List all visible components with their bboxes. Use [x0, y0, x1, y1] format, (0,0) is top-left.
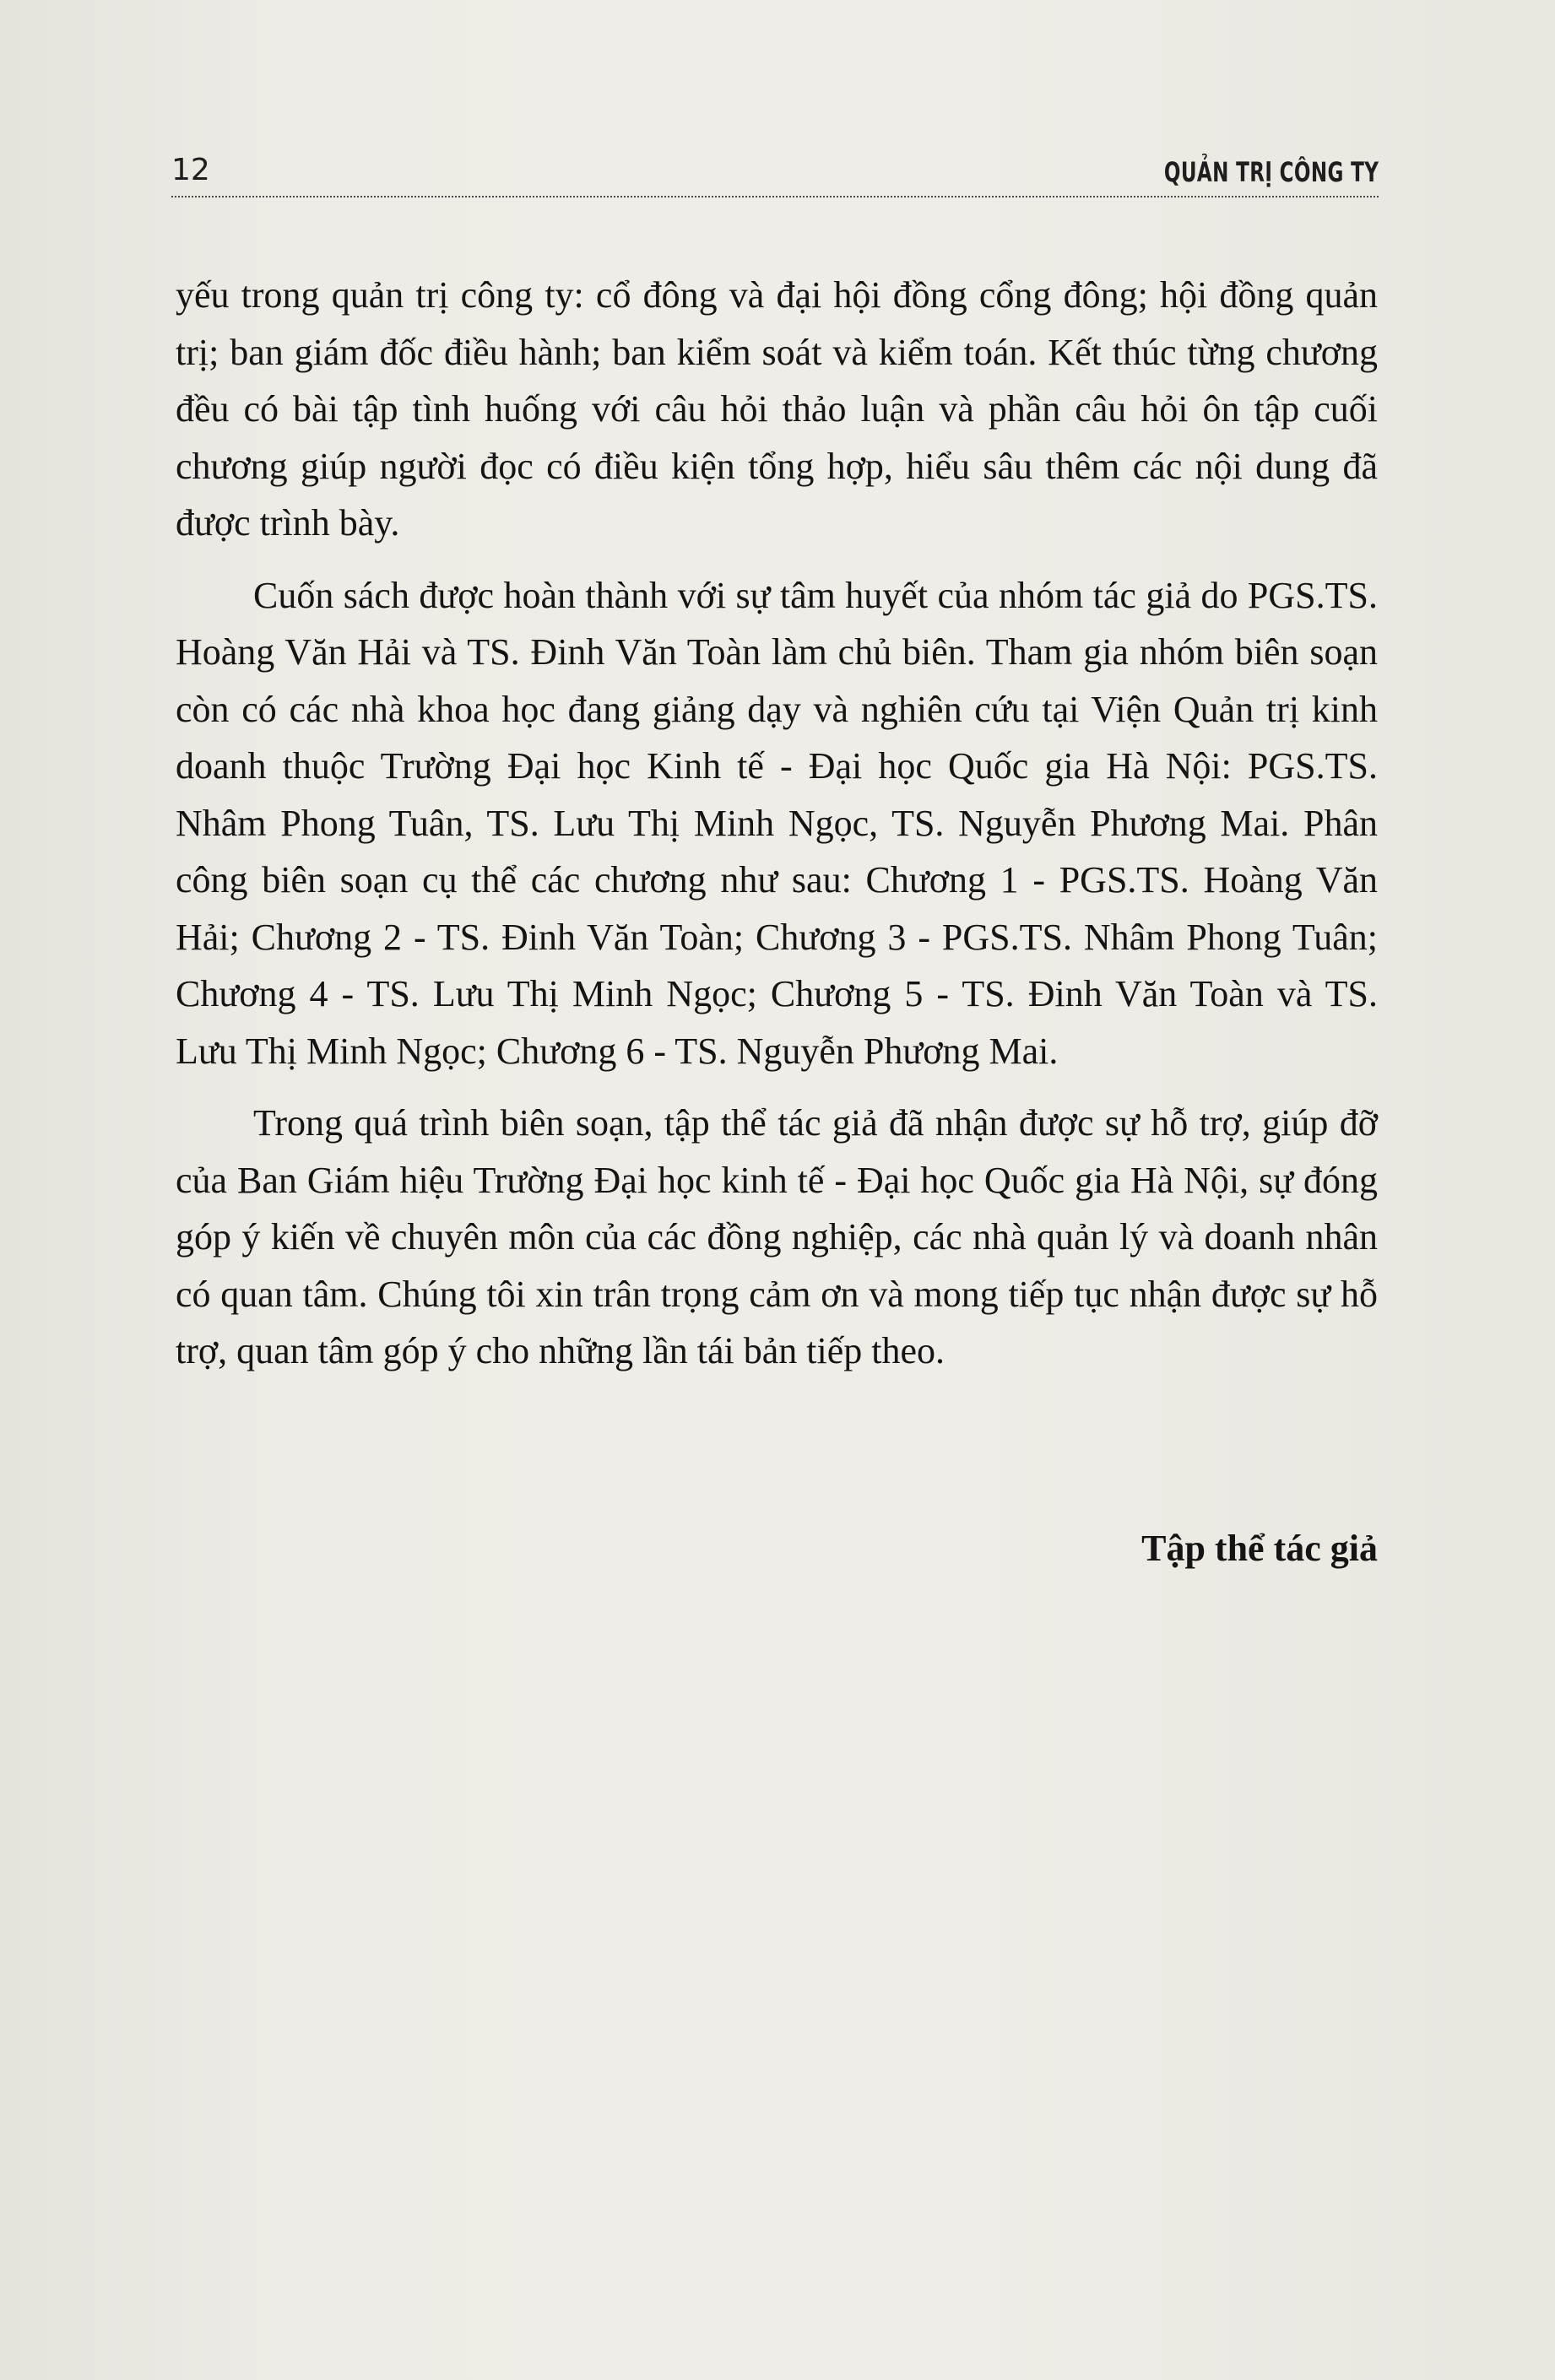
paragraph-authors: Cuốn sách được hoàn thành với sự tâm huyết của nhóm tác giả do PGS.TS. Hoàng Văn Hải và TS. Đinh Văn Toàn làm chủ biên. Tham gia nhóm biên soạn còn có các nhà khoa học đang giảng dạy và nghiên cứu tại Viện Quản trị kinh doanh thuộc Trường Đại học Kinh tế - Đại học Quốc gia Hà Nội: PGS.TS. Nhâm Phong Tuân, TS. Lưu Thị Minh Ngọc, TS. Nguyễn Phương Mai. Phân công biên soạn cụ thể các chương như sau: Chương 1 - PGS.TS. Hoàng Văn Hải; Chương 2 - TS. Đinh Văn Toàn; Chương 3 - PGS.TS. Nhâm Phong Tuân; Chương 4 - TS. Lưu Thị Minh Ngọc; Chương 5 - TS. Đinh Văn Toàn và TS. Lưu Thị Minh Ngọc; Chương 6 - TS. Nguyễn Phương Mai. — [176, 574, 1378, 1072]
paragraph-acknowledgements: Trong quá trình biên soạn, tập thể tác giả đã nhận được sự hỗ trợ, giúp đỡ của Ban Giám hiệu Trường Đại học kinh tế - Đại học Quốc gia Hà Nội, sự đóng góp ý kiến về chuyên môn của các đồng nghiệp, các nhà quản lý và doanh nhân có quan tâm. Chúng tôi xin trân trọng cảm ơn và mong tiếp tục nhận được sự hỗ trợ, quan tâm góp ý cho những lần tái bản tiếp theo. — [176, 1102, 1378, 1371]
page-number: 12 — [171, 153, 210, 187]
paragraph-continuation: yếu trong quản trị công ty: cổ đông và đại hội đồng cổng đông; hội đồng quản trị; ban giám đốc điều hành; ban kiểm soát và kiểm toán. Kết thúc từng chương đều có bài tập tình huống với câu hỏi thảo luận và phần câu hỏi ôn tập cuối chương giúp người đọc có điều kiện tổng hợp, hiểu sâu thêm các nội dung đã được trình bày. — [176, 274, 1378, 544]
signature: Tập thể tác giả — [1141, 1528, 1378, 1569]
running-head: QUẢN TRỊ CÔNG TY — [1163, 156, 1379, 188]
page-header — [171, 150, 1379, 197]
body-text — [176, 267, 1378, 1380]
